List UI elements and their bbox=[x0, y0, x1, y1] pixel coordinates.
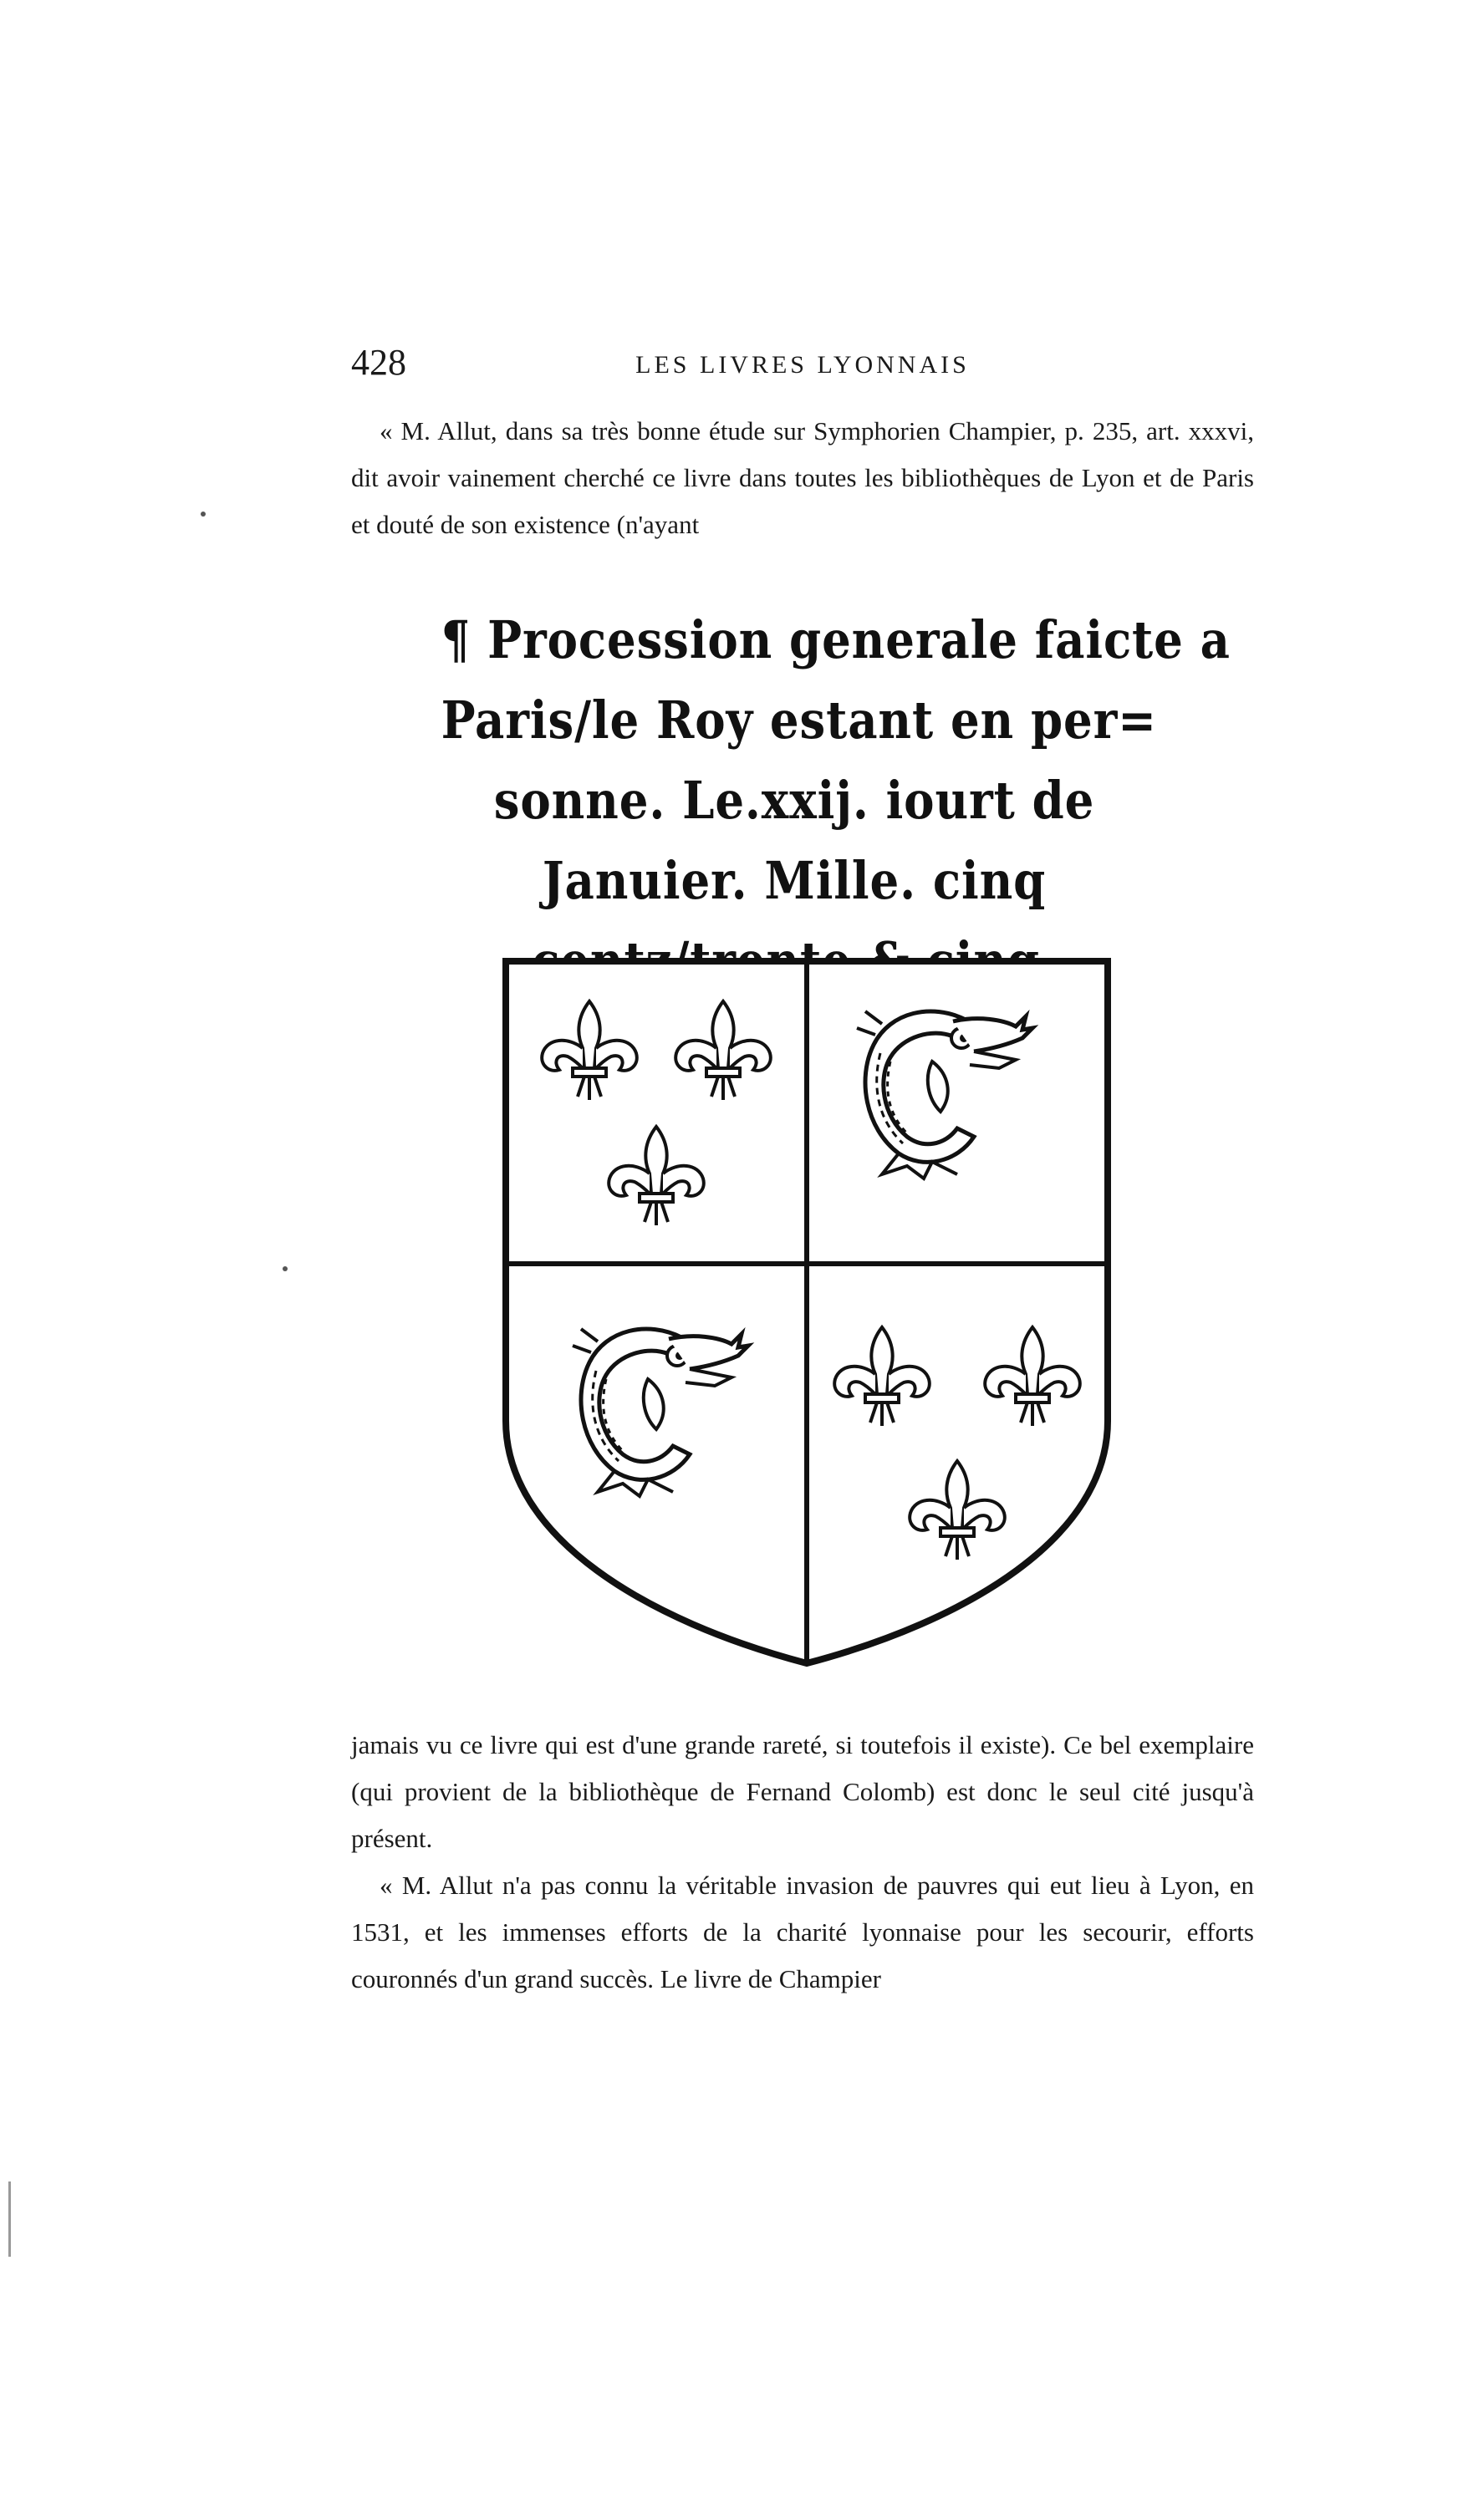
running-title: LES LIVRES LYONNAIS bbox=[635, 351, 970, 379]
title-line-3: sonne. Le.xxij. iourt de bbox=[493, 770, 1095, 831]
margin-rule bbox=[8, 2181, 11, 2257]
paragraph-invasion: « M. Allut n'a pas connu la véritable invasion de pauvres qui eut lieu à Lyon, en 1531, et les immenses efforts de la charité lyonnaise pour les secourir, efforts couronnés d'un grand succès. Le livre de Champier bbox=[351, 1871, 1254, 1993]
paragraph-allut-study: « M. Allut, dans sa très bonne étude sur Symphorien Champier, p. 235, art. xxxvi, dit avoir vainement cherché ce livre dans toutes les bibliothèques de Lyon et de Paris et douté de son existence (n'ayant bbox=[351, 416, 1254, 539]
margin-speck bbox=[201, 512, 206, 517]
page-header bbox=[351, 341, 1254, 391]
coat-of-arms-icon bbox=[497, 953, 1116, 1672]
text-block-top bbox=[351, 408, 1254, 548]
text-block-bottom bbox=[351, 1722, 1254, 2003]
title-line-4: Januier. Mille. cinq bbox=[542, 850, 1047, 911]
title-line-1: ¶ Procession generale faicte a bbox=[441, 609, 1231, 670]
blackletter-title bbox=[441, 600, 1231, 1001]
margin-speck bbox=[283, 1266, 288, 1271]
title-line-2: Paris/le Roy estant en per= bbox=[441, 690, 1157, 751]
paragraph-rarity: jamais vu ce livre qui est d'une grande rareté, si toutefois il existe). Ce bel exemplaire (qui provient de la bibliothèque de Fernand Colomb) est donc le seul cité jusqu'à présent. bbox=[351, 1730, 1254, 1853]
page-number: 428 bbox=[351, 342, 406, 383]
